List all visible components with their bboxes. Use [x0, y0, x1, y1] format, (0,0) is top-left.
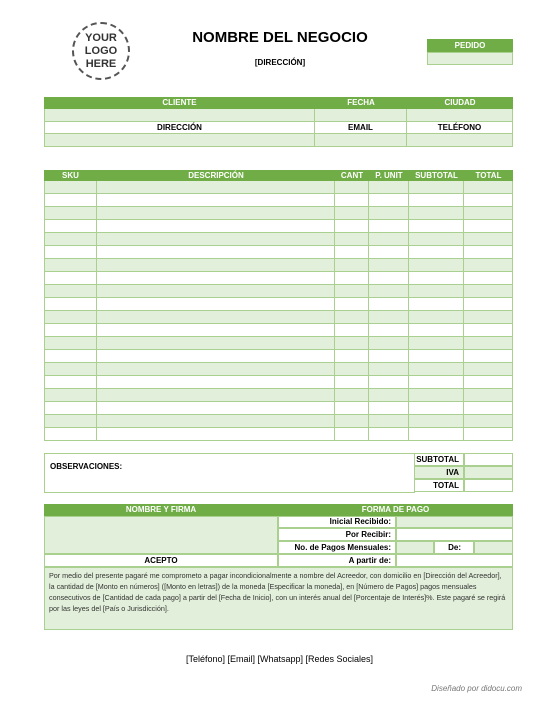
- unit-price-cell[interactable]: [369, 285, 409, 298]
- date-header: FECHA: [347, 98, 375, 107]
- description-cell[interactable]: [97, 233, 335, 246]
- unit-price-cell[interactable]: [369, 194, 409, 207]
- qty-cell[interactable]: [335, 415, 369, 428]
- sku-cell[interactable]: [45, 311, 97, 324]
- total-label: TOTAL: [414, 479, 464, 492]
- subtotal-label: SUBTOTAL: [414, 453, 464, 466]
- table-row: [44, 389, 513, 402]
- unit-price-cell[interactable]: [369, 220, 409, 233]
- unit-price-cell[interactable]: [369, 324, 409, 337]
- total-cell[interactable]: [464, 402, 513, 415]
- total-cell[interactable]: [464, 285, 513, 298]
- accept-label: ACEPTO: [44, 554, 278, 567]
- subtotal-cell[interactable]: [409, 311, 464, 324]
- start-date-field[interactable]: [396, 554, 513, 567]
- description-cell[interactable]: [97, 285, 335, 298]
- sku-cell[interactable]: [45, 194, 97, 207]
- table-row: [44, 311, 513, 324]
- promissory-note: Por medio del presente pagaré me comprometo a pagar incondicionalmente a nombre del Acreedor, con domicilio en [Dirección del Acreedor], la cantidad de [Monto en números] ([Monto en letras]) de la moneda [Especificar la moneda], en [Número de Pagos] pagos mensuales consecutivos de [Cantidad de cada pago] a partir del [Fecha de Inicio], con un interés anual del [Porcentaje de Interés]%. Este pagaré se regirá por las leyes del [País o Jurisdicción].: [44, 567, 513, 630]
- total-cell[interactable]: [464, 298, 513, 311]
- description-cell[interactable]: [97, 428, 335, 441]
- subtotal-cell[interactable]: [409, 389, 464, 402]
- sku-cell[interactable]: [45, 363, 97, 376]
- phone-field[interactable]: [407, 134, 513, 147]
- total-cell[interactable]: [464, 233, 513, 246]
- subtotal-cell[interactable]: [409, 415, 464, 428]
- total-cell[interactable]: [464, 363, 513, 376]
- order-label: PEDIDO: [427, 39, 513, 52]
- table-row: [44, 259, 513, 272]
- total-cell[interactable]: [464, 415, 513, 428]
- client-block: [44, 97, 513, 147]
- total-field[interactable]: [464, 479, 513, 492]
- description-cell[interactable]: [97, 298, 335, 311]
- qty-cell[interactable]: [335, 350, 369, 363]
- sku-cell[interactable]: [45, 428, 97, 441]
- sku-cell[interactable]: [45, 337, 97, 350]
- initial-field[interactable]: [396, 516, 513, 528]
- subtotal-cell[interactable]: [409, 285, 464, 298]
- total-cell[interactable]: [464, 428, 513, 441]
- unit-price-cell[interactable]: [369, 246, 409, 259]
- qty-cell[interactable]: [335, 428, 369, 441]
- pending-label: Por Recibir:: [278, 528, 396, 541]
- total-cell[interactable]: [464, 207, 513, 220]
- sku-cell[interactable]: [45, 389, 97, 402]
- description-cell[interactable]: [97, 272, 335, 285]
- phone-label: TELÉFONO: [407, 122, 513, 134]
- qty-cell[interactable]: [335, 207, 369, 220]
- total-cell[interactable]: [464, 220, 513, 233]
- payments-label: No. de Pagos Mensuales:: [278, 541, 396, 554]
- address-field[interactable]: [45, 134, 315, 147]
- unit-price-cell[interactable]: [369, 376, 409, 389]
- total-cell[interactable]: [464, 246, 513, 259]
- of-label: De:: [434, 541, 474, 554]
- payment-header: FORMA DE PAGO: [361, 505, 430, 514]
- date-field[interactable]: [315, 109, 407, 122]
- col-sku: SKU: [62, 171, 79, 180]
- unit-price-cell[interactable]: [369, 415, 409, 428]
- table-row: [44, 376, 513, 389]
- subtotal-cell[interactable]: [409, 337, 464, 350]
- qty-cell[interactable]: [335, 376, 369, 389]
- col-unit-price: P. UNIT: [375, 171, 403, 180]
- sku-cell[interactable]: [45, 415, 97, 428]
- footer-credit: Diseñado por didocu.com: [431, 684, 522, 693]
- description-cell[interactable]: [97, 324, 335, 337]
- footer-contact: [Teléfono] [Email] [Whatsapp] [Redes Sociales]: [185, 654, 374, 664]
- description-cell[interactable]: [97, 350, 335, 363]
- total-cell[interactable]: [464, 181, 513, 194]
- table-row: [44, 181, 513, 194]
- table-row: [44, 233, 513, 246]
- unit-price-cell[interactable]: [369, 233, 409, 246]
- subtotal-cell[interactable]: [409, 207, 464, 220]
- payments-field[interactable]: [396, 541, 434, 554]
- signature-header: NOMBRE Y FIRMA: [125, 505, 197, 514]
- address-label: DIRECCIÓN: [45, 122, 315, 134]
- table-row: [44, 402, 513, 415]
- total-cell[interactable]: [464, 311, 513, 324]
- totals-block: [414, 453, 513, 492]
- col-description: DESCRIPCIÓN: [188, 171, 244, 180]
- unit-price-cell[interactable]: [369, 298, 409, 311]
- qty-cell[interactable]: [335, 311, 369, 324]
- description-cell[interactable]: [97, 259, 335, 272]
- qty-cell[interactable]: [335, 389, 369, 402]
- description-cell[interactable]: [97, 415, 335, 428]
- client-field[interactable]: [45, 109, 315, 122]
- description-cell[interactable]: [97, 311, 335, 324]
- total-cell[interactable]: [464, 337, 513, 350]
- business-name: NOMBRE DEL NEGOCIO: [192, 29, 368, 46]
- qty-cell[interactable]: [335, 363, 369, 376]
- sku-cell[interactable]: [45, 324, 97, 337]
- description-cell[interactable]: [97, 194, 335, 207]
- description-cell[interactable]: [97, 207, 335, 220]
- subtotal-cell[interactable]: [409, 376, 464, 389]
- sku-cell[interactable]: [45, 181, 97, 194]
- total-cell[interactable]: [464, 389, 513, 402]
- sku-cell[interactable]: [45, 402, 97, 415]
- subtotal-cell[interactable]: [409, 298, 464, 311]
- subtotal-cell[interactable]: [409, 324, 464, 337]
- unit-price-cell[interactable]: [369, 181, 409, 194]
- qty-cell[interactable]: [335, 298, 369, 311]
- table-row: [44, 415, 513, 428]
- unit-price-cell[interactable]: [369, 207, 409, 220]
- description-cell[interactable]: [97, 246, 335, 259]
- subtotal-cell[interactable]: [409, 350, 464, 363]
- table-row: [44, 194, 513, 207]
- qty-cell[interactable]: [335, 337, 369, 350]
- email-label: EMAIL: [315, 122, 407, 134]
- sku-cell[interactable]: [45, 285, 97, 298]
- order-number-field[interactable]: [427, 52, 513, 65]
- col-qty: CANT: [340, 171, 364, 180]
- unit-price-cell[interactable]: [369, 272, 409, 285]
- unit-price-cell[interactable]: [369, 363, 409, 376]
- logo-line: HERE: [85, 57, 117, 70]
- total-cell[interactable]: [464, 376, 513, 389]
- sku-cell[interactable]: [45, 233, 97, 246]
- description-cell[interactable]: [97, 363, 335, 376]
- total-cell[interactable]: [464, 272, 513, 285]
- table-row: [44, 220, 513, 233]
- initial-label: Inicial Recibido:: [278, 516, 396, 528]
- description-cell[interactable]: [97, 389, 335, 402]
- start-date-label: A partir de:: [278, 554, 396, 567]
- qty-cell[interactable]: [335, 246, 369, 259]
- sku-cell[interactable]: [45, 259, 97, 272]
- sku-cell[interactable]: [45, 220, 97, 233]
- table-row: [44, 324, 513, 337]
- table-row: [44, 285, 513, 298]
- total-cell[interactable]: [464, 350, 513, 363]
- item-rows: [44, 181, 513, 441]
- description-cell[interactable]: [97, 337, 335, 350]
- col-subtotal: SUBTOTAL: [415, 171, 458, 180]
- description-cell[interactable]: [97, 376, 335, 389]
- subtotal-cell[interactable]: [409, 272, 464, 285]
- col-total: TOTAL: [475, 171, 502, 180]
- subtotal-cell[interactable]: [409, 402, 464, 415]
- subtotal-cell[interactable]: [409, 259, 464, 272]
- total-cell[interactable]: [464, 194, 513, 207]
- logo-line: YOUR: [85, 31, 117, 44]
- signature-payment-block: [44, 504, 513, 630]
- signature-field[interactable]: [44, 516, 278, 554]
- table-row: [44, 363, 513, 376]
- email-field[interactable]: [315, 134, 407, 147]
- table-row: [44, 428, 513, 441]
- of-field[interactable]: [474, 541, 513, 554]
- description-cell[interactable]: [97, 181, 335, 194]
- observations-label: OBSERVACIONES:: [50, 462, 123, 471]
- subtotal-cell[interactable]: [409, 181, 464, 194]
- table-row: [44, 272, 513, 285]
- sku-cell[interactable]: [45, 376, 97, 389]
- unit-price-cell[interactable]: [369, 350, 409, 363]
- qty-cell[interactable]: [335, 233, 369, 246]
- qty-cell[interactable]: [335, 181, 369, 194]
- description-cell[interactable]: [97, 402, 335, 415]
- description-cell[interactable]: [97, 220, 335, 233]
- qty-cell[interactable]: [335, 402, 369, 415]
- sku-cell[interactable]: [45, 298, 97, 311]
- table-row: [44, 337, 513, 350]
- total-cell[interactable]: [464, 324, 513, 337]
- items-table: [44, 170, 513, 441]
- iva-label: IVA: [414, 466, 464, 479]
- sku-cell[interactable]: [45, 350, 97, 363]
- sku-cell[interactable]: [45, 246, 97, 259]
- qty-cell[interactable]: [335, 285, 369, 298]
- subtotal-cell[interactable]: [409, 233, 464, 246]
- logo-line: LOGO: [84, 44, 118, 57]
- subtotal-cell[interactable]: [409, 246, 464, 259]
- table-row: [44, 350, 513, 363]
- unit-price-cell[interactable]: [369, 428, 409, 441]
- unit-price-cell[interactable]: [369, 337, 409, 350]
- unit-price-cell[interactable]: [369, 402, 409, 415]
- unit-price-cell[interactable]: [369, 259, 409, 272]
- total-cell[interactable]: [464, 259, 513, 272]
- unit-price-cell[interactable]: [369, 311, 409, 324]
- client-header: CLIENTE: [162, 98, 197, 107]
- subtotal-cell[interactable]: [409, 363, 464, 376]
- table-row: [44, 207, 513, 220]
- iva-field[interactable]: [464, 466, 513, 479]
- sku-cell[interactable]: [45, 272, 97, 285]
- city-field[interactable]: [407, 109, 513, 122]
- qty-cell[interactable]: [335, 324, 369, 337]
- table-row: [44, 298, 513, 311]
- qty-cell[interactable]: [335, 194, 369, 207]
- subtotal-cell[interactable]: [409, 220, 464, 233]
- observations-box[interactable]: [44, 453, 415, 493]
- subtotal-cell[interactable]: [409, 194, 464, 207]
- unit-price-cell[interactable]: [369, 389, 409, 402]
- subtotal-field[interactable]: [464, 453, 513, 466]
- logo-placeholder: [72, 22, 130, 80]
- qty-cell[interactable]: [335, 220, 369, 233]
- sku-cell[interactable]: [45, 207, 97, 220]
- qty-cell[interactable]: [335, 272, 369, 285]
- city-header: CIUDAD: [444, 98, 476, 107]
- subtotal-cell[interactable]: [409, 428, 464, 441]
- qty-cell[interactable]: [335, 259, 369, 272]
- table-row: [44, 246, 513, 259]
- business-address: [DIRECCIÓN]: [254, 58, 306, 67]
- pending-field[interactable]: [396, 528, 513, 541]
